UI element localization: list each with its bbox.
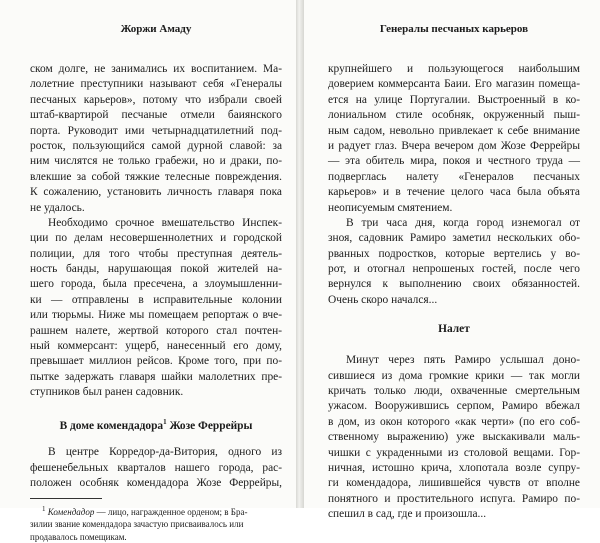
- paragraph-3: [30, 445, 282, 491]
- footnote-rule: [30, 498, 102, 499]
- text-line: ском долге, не занимались их воспитанием. Ма-: [30, 63, 282, 75]
- text-line: ный коммерсант: ущерб, нанесенный его дому,: [30, 340, 282, 353]
- text-line: и радует глаз. Вчера вечером дом Жозе Феррейры: [328, 139, 580, 152]
- text-line: понятного и простительного испуга. Рамиро по-: [328, 492, 580, 505]
- text-line: подверглась налету «Генералов песчаных: [328, 170, 580, 183]
- footnote-term: Комендадор: [47, 506, 95, 517]
- text-line: рот, и отогнал непрошеных гостей, после чего: [328, 263, 580, 276]
- text-line: Очень скоро начался...: [328, 293, 438, 306]
- section-heading-right: Налет: [438, 323, 470, 336]
- text-line: штаб-квартирой песчаные отмели баиянского: [30, 109, 282, 122]
- text-line: росток, пользующийся самой дурной славой: за: [30, 139, 282, 152]
- text-line: ственному выражению) уже выскакивали маль-: [328, 431, 580, 444]
- text-line: К сожалению, установить личность главаря пока: [30, 186, 282, 199]
- footnote-line: зилии звание комендадора зачастую присваивалось или: [30, 519, 244, 530]
- text-line: Необходимо срочное вмешательство Инспек-: [48, 216, 282, 229]
- paragraph-1: [328, 62, 580, 216]
- text-line: ужасом. Вооружившись серпом, Рамиро вбежал: [328, 400, 580, 413]
- paragraph-2: [328, 216, 580, 308]
- heading-text: В доме комендадора: [59, 419, 164, 432]
- text-line: зноя, садовник Рамиро заметил нескольких обо-: [328, 232, 580, 245]
- paragraph-3: [328, 353, 580, 522]
- text-line: в дом, из окон которого «как черти» (по его соб-: [328, 415, 580, 428]
- text-line: ность банды, нарушающая покой жителей на-: [30, 263, 282, 276]
- text-line: ным садом, невольно привлекает к себе внимание: [328, 124, 580, 137]
- text-line: сившиеся из дома громкие крики — так могли: [328, 369, 580, 382]
- section-heading-left: [30, 415, 282, 434]
- text-line: лониальном стиле особняк, окруженный пыш-: [328, 109, 580, 122]
- text-line: пытке задержать главаря шайки малолетних пре-: [30, 370, 282, 383]
- text-line: В центре Корредор-да-Витория, одного из: [48, 446, 282, 459]
- footnote-marker: 1: [163, 417, 167, 426]
- footnote-line: продавалось помещикам.: [30, 531, 127, 542]
- paragraph-1: [30, 62, 282, 216]
- footnote-line: [30, 503, 282, 519]
- text-line: ги комендадора, лишившейся чувств от вполне: [328, 477, 580, 490]
- text-line: превышает миллион рейсов. Кроме того, при по-: [30, 355, 282, 368]
- text-line: карьеров» и в течение целого часа была объята: [328, 186, 580, 199]
- text-line: порта. Руководит ими четырнадцатилетний под-: [30, 124, 282, 137]
- text-line: Минут через пять Рамиро услышал доно-: [346, 354, 580, 367]
- text-line: чишки с украденными из столовой вещами. Гор-: [328, 446, 580, 459]
- text-line: ним числятся не только грабежи, но и драки, по-: [30, 155, 282, 168]
- text-line: ничная, истошно крича, хлопотала возле супру-: [328, 461, 580, 474]
- paragraph-2: [30, 216, 282, 401]
- left-page: [0, 0, 296, 542]
- text-line: рашнем налете, жертвой которого стал почтен-: [30, 324, 282, 337]
- text-line: полиции, для того чтобы преступная деятель-: [30, 247, 282, 260]
- text-line: положен особняк комендадора Жозе Феррейры,: [30, 477, 282, 490]
- text-line: песчаных карьеров», потому что избрали своей: [30, 93, 282, 106]
- text-line: или тюрьмы. Ниже мы помещаем репортаж о вче-: [30, 309, 282, 322]
- text-line: шего города, была пресечена, а злоумышленни-: [30, 278, 282, 291]
- text-line: вернулся к выполнению своих обязанностей.: [328, 278, 580, 291]
- footnote: [30, 503, 282, 543]
- heading-text: Жозе Феррейры: [166, 419, 253, 432]
- right-page: [304, 0, 600, 521]
- text-line: ется на улице Португалии. Выстроенный в ко-: [328, 93, 580, 106]
- text-line: лолетние преступники называют себя «Генералы: [30, 78, 282, 91]
- text-line: — эта обитель мира, покоя и честного труда —: [328, 155, 580, 168]
- text-line: фешенебельных кварталов нашего города, рас-: [30, 461, 282, 474]
- text-line: не удалось.: [30, 201, 85, 214]
- running-head-left: Жоржи Амаду: [120, 23, 192, 35]
- text-line: влекшие за собой тяжкие телесные повреждения.: [30, 170, 282, 183]
- text-line: В три часа дня, когда город изнемогал от: [346, 216, 580, 229]
- footnote-number: 1: [42, 504, 46, 513]
- text-line: крупнейшего и пользующегося наибольшим: [328, 63, 580, 75]
- text-line: ступников был ранен садовник.: [30, 386, 184, 399]
- text-line: спешил в сад, где и произошла...: [328, 508, 487, 521]
- book-spine: [296, 0, 304, 508]
- text-line: неописуемым смятением.: [328, 201, 453, 214]
- text-line: ции по делам несовершеннолетних и городской: [30, 232, 282, 245]
- text-line: ки — отправлены в исправительные колонии: [30, 293, 282, 306]
- text-line: кричать только люди, охваченные смертельным: [328, 385, 580, 398]
- text-line: доверием коммерсанта Баии. Его магазин помеща-: [328, 78, 580, 91]
- footnote-text: — лицо, награжденное орденом; в Бра-: [94, 506, 248, 517]
- text-line: рванных подростков, которые вертелись у во-: [328, 247, 580, 260]
- running-head-right: Генералы песчаных карьеров: [379, 23, 529, 35]
